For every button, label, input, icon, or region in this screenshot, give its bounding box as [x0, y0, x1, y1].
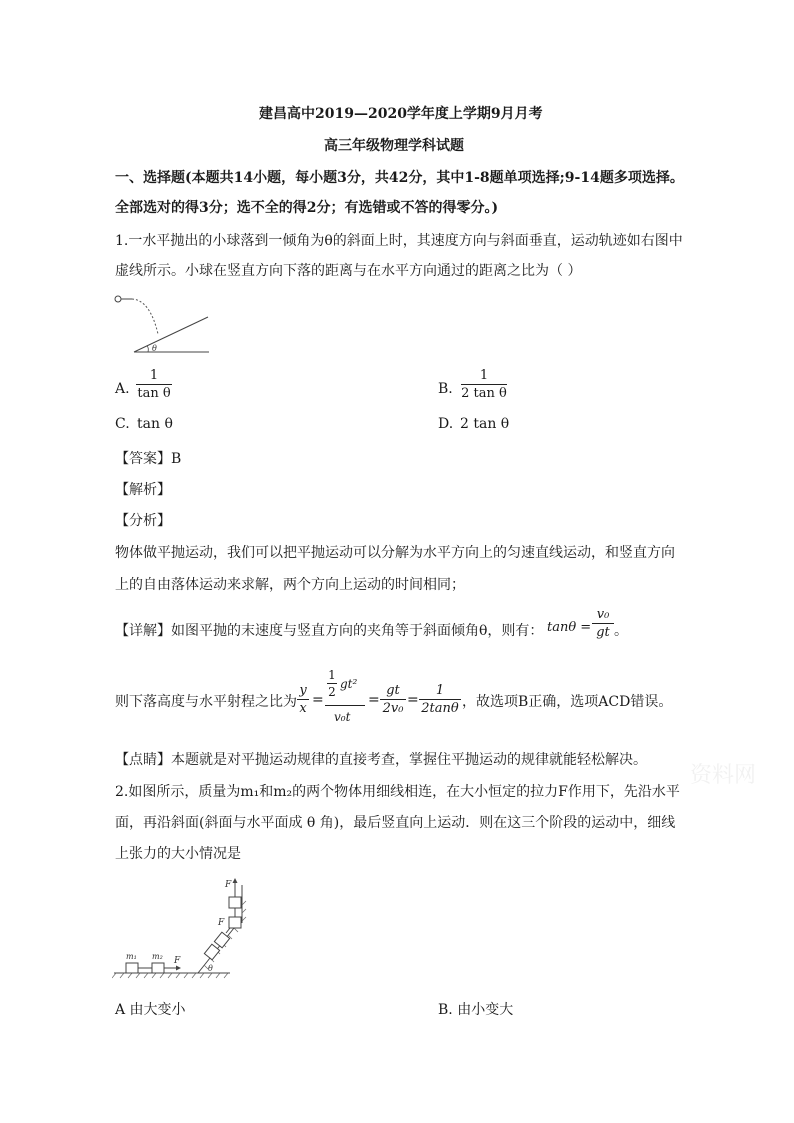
angle-label: θ: [152, 344, 157, 353]
q2-line2: 面，再沿斜面(斜面与水平面成 θ 角)，最后竖直向上运动．则在这三个阶段的运动中，细线: [115, 815, 676, 831]
half-num: 1: [328, 668, 336, 682]
option-b-numerator: 1: [479, 368, 489, 383]
option-b-denominator: 2 tan θ: [461, 386, 507, 401]
option-a-denominator: tan θ: [137, 386, 171, 401]
option-d-text[interactable]: 2 tan θ: [460, 416, 510, 432]
label-F-incline: F: [218, 918, 225, 928]
fraction-bar: [327, 683, 337, 684]
exam-subtitle: 高三年级物理学科试题: [324, 138, 464, 154]
arrowhead: [233, 878, 238, 883]
block-vertical-lower: [229, 917, 241, 928]
q1-fenxi-line1: 物体做平抛运动，我们可以把平抛运动可以分解为水平方向上的匀速直线运动，和竖直方向: [115, 545, 675, 561]
label-F-vertical: F: [225, 880, 232, 890]
eq-denominator: gt: [596, 625, 610, 640]
section-heading-line1: 一、选择题(本题共14小题，每小题3分，共42分，其中1-8题单项选择;9-14题多项选择。: [115, 170, 684, 186]
fraction-bar: [461, 384, 507, 385]
fraction-bar: [592, 623, 614, 624]
q2-option-b[interactable]: B. 由小变大: [438, 1002, 514, 1018]
exam-title: 建昌高中2019—2020学年度上学期9月月考: [259, 106, 543, 122]
q1-detail-text: 【详解】如图平抛的末速度与竖直方向的夹角等于斜面倾角θ，则有：: [115, 623, 544, 639]
q1-comment: 【点睛】本题就是对平抛运动规律的直接考查，掌握住平抛运动的规律就能轻松解决。: [115, 752, 647, 768]
ratio-y-over-x: [297, 683, 309, 716]
angle-arc: [147, 346, 148, 352]
block-m2: [152, 963, 164, 973]
ground-hatching: [112, 973, 228, 978]
equals-sign: =: [407, 692, 419, 708]
incline-surface: [134, 317, 208, 352]
ratio-compound-fraction: [325, 668, 365, 730]
option-c-text[interactable]: tan θ: [137, 416, 173, 432]
ratio-gt-over-2v0: [380, 683, 406, 716]
incline-surface: [198, 923, 238, 973]
equals-sign: =: [312, 692, 324, 708]
q1-fenxi-line2: 上的自由落体运动来求解，两个方向上运动的时间相同；: [115, 577, 465, 593]
label-m2: m₂: [152, 952, 163, 961]
option-b-fraction[interactable]: [461, 368, 507, 401]
ratio-1: 1: [435, 683, 445, 698]
half-den: 2: [328, 685, 336, 699]
v0t: v₀t: [334, 710, 351, 724]
q1-line1: 1.一水平抛出的小球落到一倾角为θ的斜面上时，其速度方向与斜面垂直，运动轨迹如右图中: [115, 233, 683, 249]
q1-detail-suffix: 。: [614, 623, 628, 639]
incline-blocks: [204, 932, 229, 960]
q1-figure-incline-projectile: [112, 290, 216, 358]
option-a-numerator: 1: [149, 368, 159, 383]
option-c-label[interactable]: C.: [115, 416, 130, 432]
fraction-bar: [419, 699, 461, 700]
force-arrow-incline: [226, 928, 230, 933]
gt-squared: gt²: [340, 677, 358, 691]
compound-bar: [325, 705, 365, 706]
block-vertical-upper: [229, 897, 241, 908]
label-m1: m₁: [126, 952, 137, 961]
ratio-2v0: 2v₀: [382, 701, 404, 716]
ratio-gt: gt: [386, 683, 400, 698]
ball-icon: [115, 296, 121, 302]
ratio-x: x: [299, 701, 307, 716]
q1-detail-eq-fraction: [592, 607, 614, 640]
equals-sign: =: [368, 692, 380, 708]
watermark-text: 资料网: [690, 763, 757, 788]
eq-numerator: v₀: [596, 607, 610, 622]
section-heading-line2: 全部选对的得3分；选不全的得2分；有选错或不答的得零分。): [115, 200, 499, 216]
q1-detail-eq-lhs: tanθ =: [547, 620, 592, 635]
q1-answer: 【答案】B: [115, 451, 182, 467]
label-F-horizontal: F: [174, 956, 181, 966]
q2-line1: 2.如图所示，质量为m₁和m₂的两个物体用细线相连，在大小恒定的拉力F作用下，先沿水平: [115, 784, 680, 800]
fraction-bar: [380, 699, 406, 700]
q1-analysis-heading: 【解析】: [115, 482, 171, 498]
q2-figure-blocks-incline: [112, 875, 262, 985]
ratio-y: y: [299, 683, 307, 698]
option-b-label[interactable]: B.: [438, 381, 453, 397]
q2-line3: 上张力的大小情况是: [115, 846, 241, 862]
block-m1: [126, 963, 138, 973]
fraction-bar: [297, 699, 309, 700]
arrowhead: [176, 966, 181, 971]
q1-ratio-text: 则下落高度与水平射程之比为: [115, 694, 297, 710]
option-a-fraction[interactable]: [136, 368, 172, 401]
q1-line2: 虚线所示。小球在竖直方向下落的距离与在水平方向通过的距离之比为（ ）: [115, 263, 582, 279]
label-theta: θ: [208, 964, 213, 973]
option-a-label[interactable]: A.: [115, 381, 130, 397]
fraction-bar: [136, 384, 172, 385]
q1-fenxi-heading: 【分析】: [115, 513, 171, 529]
wall-hatching: [242, 901, 246, 921]
q1-ratio-suffix: ，故选项B正确，选项ACD错误。: [462, 694, 673, 710]
option-d-label[interactable]: D.: [438, 416, 454, 432]
ratio-2tan: 2tanθ: [421, 701, 459, 716]
q2-option-a[interactable]: A 由大变小: [115, 1002, 186, 1018]
ratio-1-over-2tan: [419, 683, 461, 716]
trajectory-dashed: [132, 299, 158, 334]
half-fraction: [327, 668, 337, 699]
